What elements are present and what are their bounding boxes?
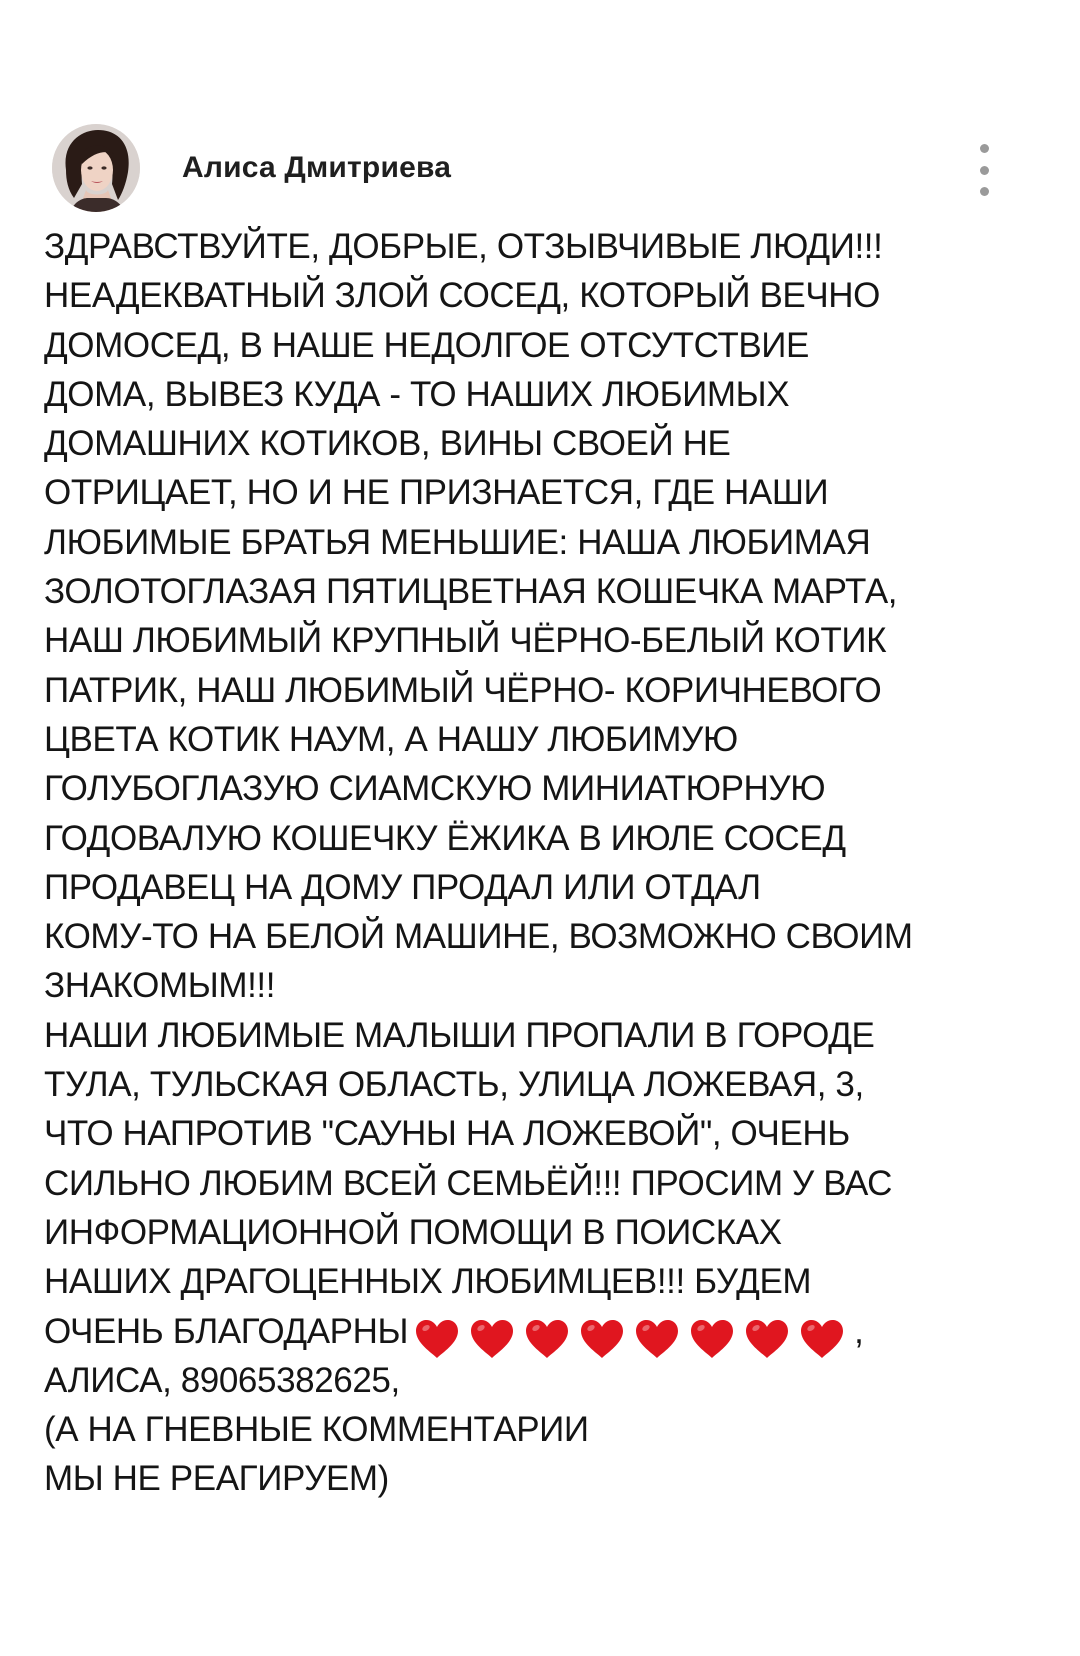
menu-dot xyxy=(980,166,989,175)
menu-dot xyxy=(980,144,989,153)
post-text-line: ОТРИЦАЕТ, НО И НЕ ПРИЗНАЕТСЯ, ГДЕ НАШИ xyxy=(44,473,829,513)
post-text-line: ГОДОВАЛУЮ КОШЕЧКУ ЁЖИКА В ИЮЛЕ СОСЕД xyxy=(44,818,846,858)
post-text-line: ДОМАШНИХ КОТИКОВ, ВИНЫ СВОЕЙ НЕ xyxy=(44,424,731,464)
post-text-line: ГОЛУБОГЛАЗУЮ СИАМСКУЮ МИНИАТЮРНУЮ xyxy=(44,769,826,809)
more-vertical-icon[interactable] xyxy=(974,144,994,196)
thanks-trailing: , xyxy=(854,1311,864,1351)
red-heart-icon xyxy=(744,1318,790,1360)
red-heart-icon xyxy=(634,1318,680,1360)
red-heart-icon xyxy=(414,1318,460,1360)
post-text-line: ДОМОСЕД, В НАШЕ НЕДОЛГОЕ ОТСУТСТВИЕ xyxy=(44,325,809,365)
post-text-line: СИЛЬНО ЛЮБИМ ВСЕЙ СЕМЬЁЙ!!! ПРОСИМ У ВАС xyxy=(44,1163,893,1203)
thanks-text: ОЧЕНЬ БЛАГОДАРНЫ xyxy=(44,1311,409,1351)
post-text xyxy=(44,222,1044,1504)
post-text-line: ЗДРАВСТВУЙТЕ, ДОБРЫЕ, ОТЗЫВЧИВЫЕ ЛЮДИ!!! xyxy=(44,227,883,266)
post-text-line: НАШ ЛЮБИМЫЙ КРУПНЫЙ ЧЁРНО-БЕЛЫЙ КОТИК xyxy=(44,621,887,661)
post-text-line: ИНФОРМАЦИОННОЙ ПОМОЩИ В ПОИСКАХ xyxy=(44,1212,782,1252)
avatar-photo-icon xyxy=(52,124,140,212)
author-name[interactable]: Алиса Дмитриева xyxy=(182,151,452,184)
post-text-line: НЕАДЕКВАТНЫЙ ЗЛОЙ СОСЕД, КОТОРЫЙ ВЕЧНО xyxy=(44,276,880,316)
post-text-line: ТУЛА, ТУЛЬСКАЯ ОБЛАСТЬ, УЛИЦА ЛОЖЕВАЯ, 3, xyxy=(44,1065,864,1105)
closing-line: МЫ НЕ РЕАГИРУЕМ) xyxy=(44,1459,389,1499)
hearts-row xyxy=(414,1313,854,1362)
post-text-line: ЗОЛОТОГЛАЗАЯ ПЯТИЦВЕТНАЯ КОШЕЧКА МАРТА, xyxy=(44,572,898,612)
post-text-line: ЗНАКОМЫМ!!! xyxy=(44,966,276,1006)
red-heart-icon xyxy=(579,1318,625,1360)
post-header xyxy=(52,122,1032,214)
post-text-line: ДОМА, ВЫВЕЗ КУДА - ТО НАШИХ ЛЮБИМЫХ xyxy=(44,374,790,414)
red-heart-icon xyxy=(524,1318,570,1360)
closing-line: АЛИСА, 89065382625, xyxy=(44,1360,400,1400)
menu-dot xyxy=(980,187,989,196)
post-text-line: ПАТРИК, НАШ ЛЮБИМЫЙ ЧЁРНО- КОРИЧНЕВОГО xyxy=(44,670,882,710)
post-text-line: НАШИХ ДРАГОЦЕННЫХ ЛЮБИМЦЕВ!!! БУДЕМ xyxy=(44,1262,812,1302)
thanks-line xyxy=(44,1307,1044,1356)
post-text-line: КОМУ-ТО НА БЕЛОЙ МАШИНЕ, ВОЗМОЖНО СВОИМ xyxy=(44,917,913,957)
closing-line: (А НА ГНЕВНЫЕ КОММЕНТАРИИ xyxy=(44,1410,589,1450)
red-heart-icon xyxy=(469,1318,515,1360)
avatar[interactable] xyxy=(52,124,140,212)
post-text-line: ЧТО НАПРОТИВ "САУНЫ НА ЛОЖЕВОЙ", ОЧЕНЬ xyxy=(44,1114,850,1154)
post-text-line: ЛЮБИМЫЕ БРАТЬЯ МЕНЬШИЕ: НАША ЛЮБИМАЯ xyxy=(44,522,871,562)
red-heart-icon xyxy=(799,1318,845,1360)
red-heart-icon xyxy=(689,1318,735,1360)
post-text-line: ЦВЕТА КОТИК НАУМ, А НАШУ ЛЮБИМУЮ xyxy=(44,719,738,759)
post-text-line: НАШИ ЛЮБИМЫЕ МАЛЫШИ ПРОПАЛИ В ГОРОДЕ xyxy=(44,1015,875,1055)
post-text-line: ПРОДАВЕЦ НА ДОМУ ПРОДАЛ ИЛИ ОТДАЛ xyxy=(44,867,761,907)
